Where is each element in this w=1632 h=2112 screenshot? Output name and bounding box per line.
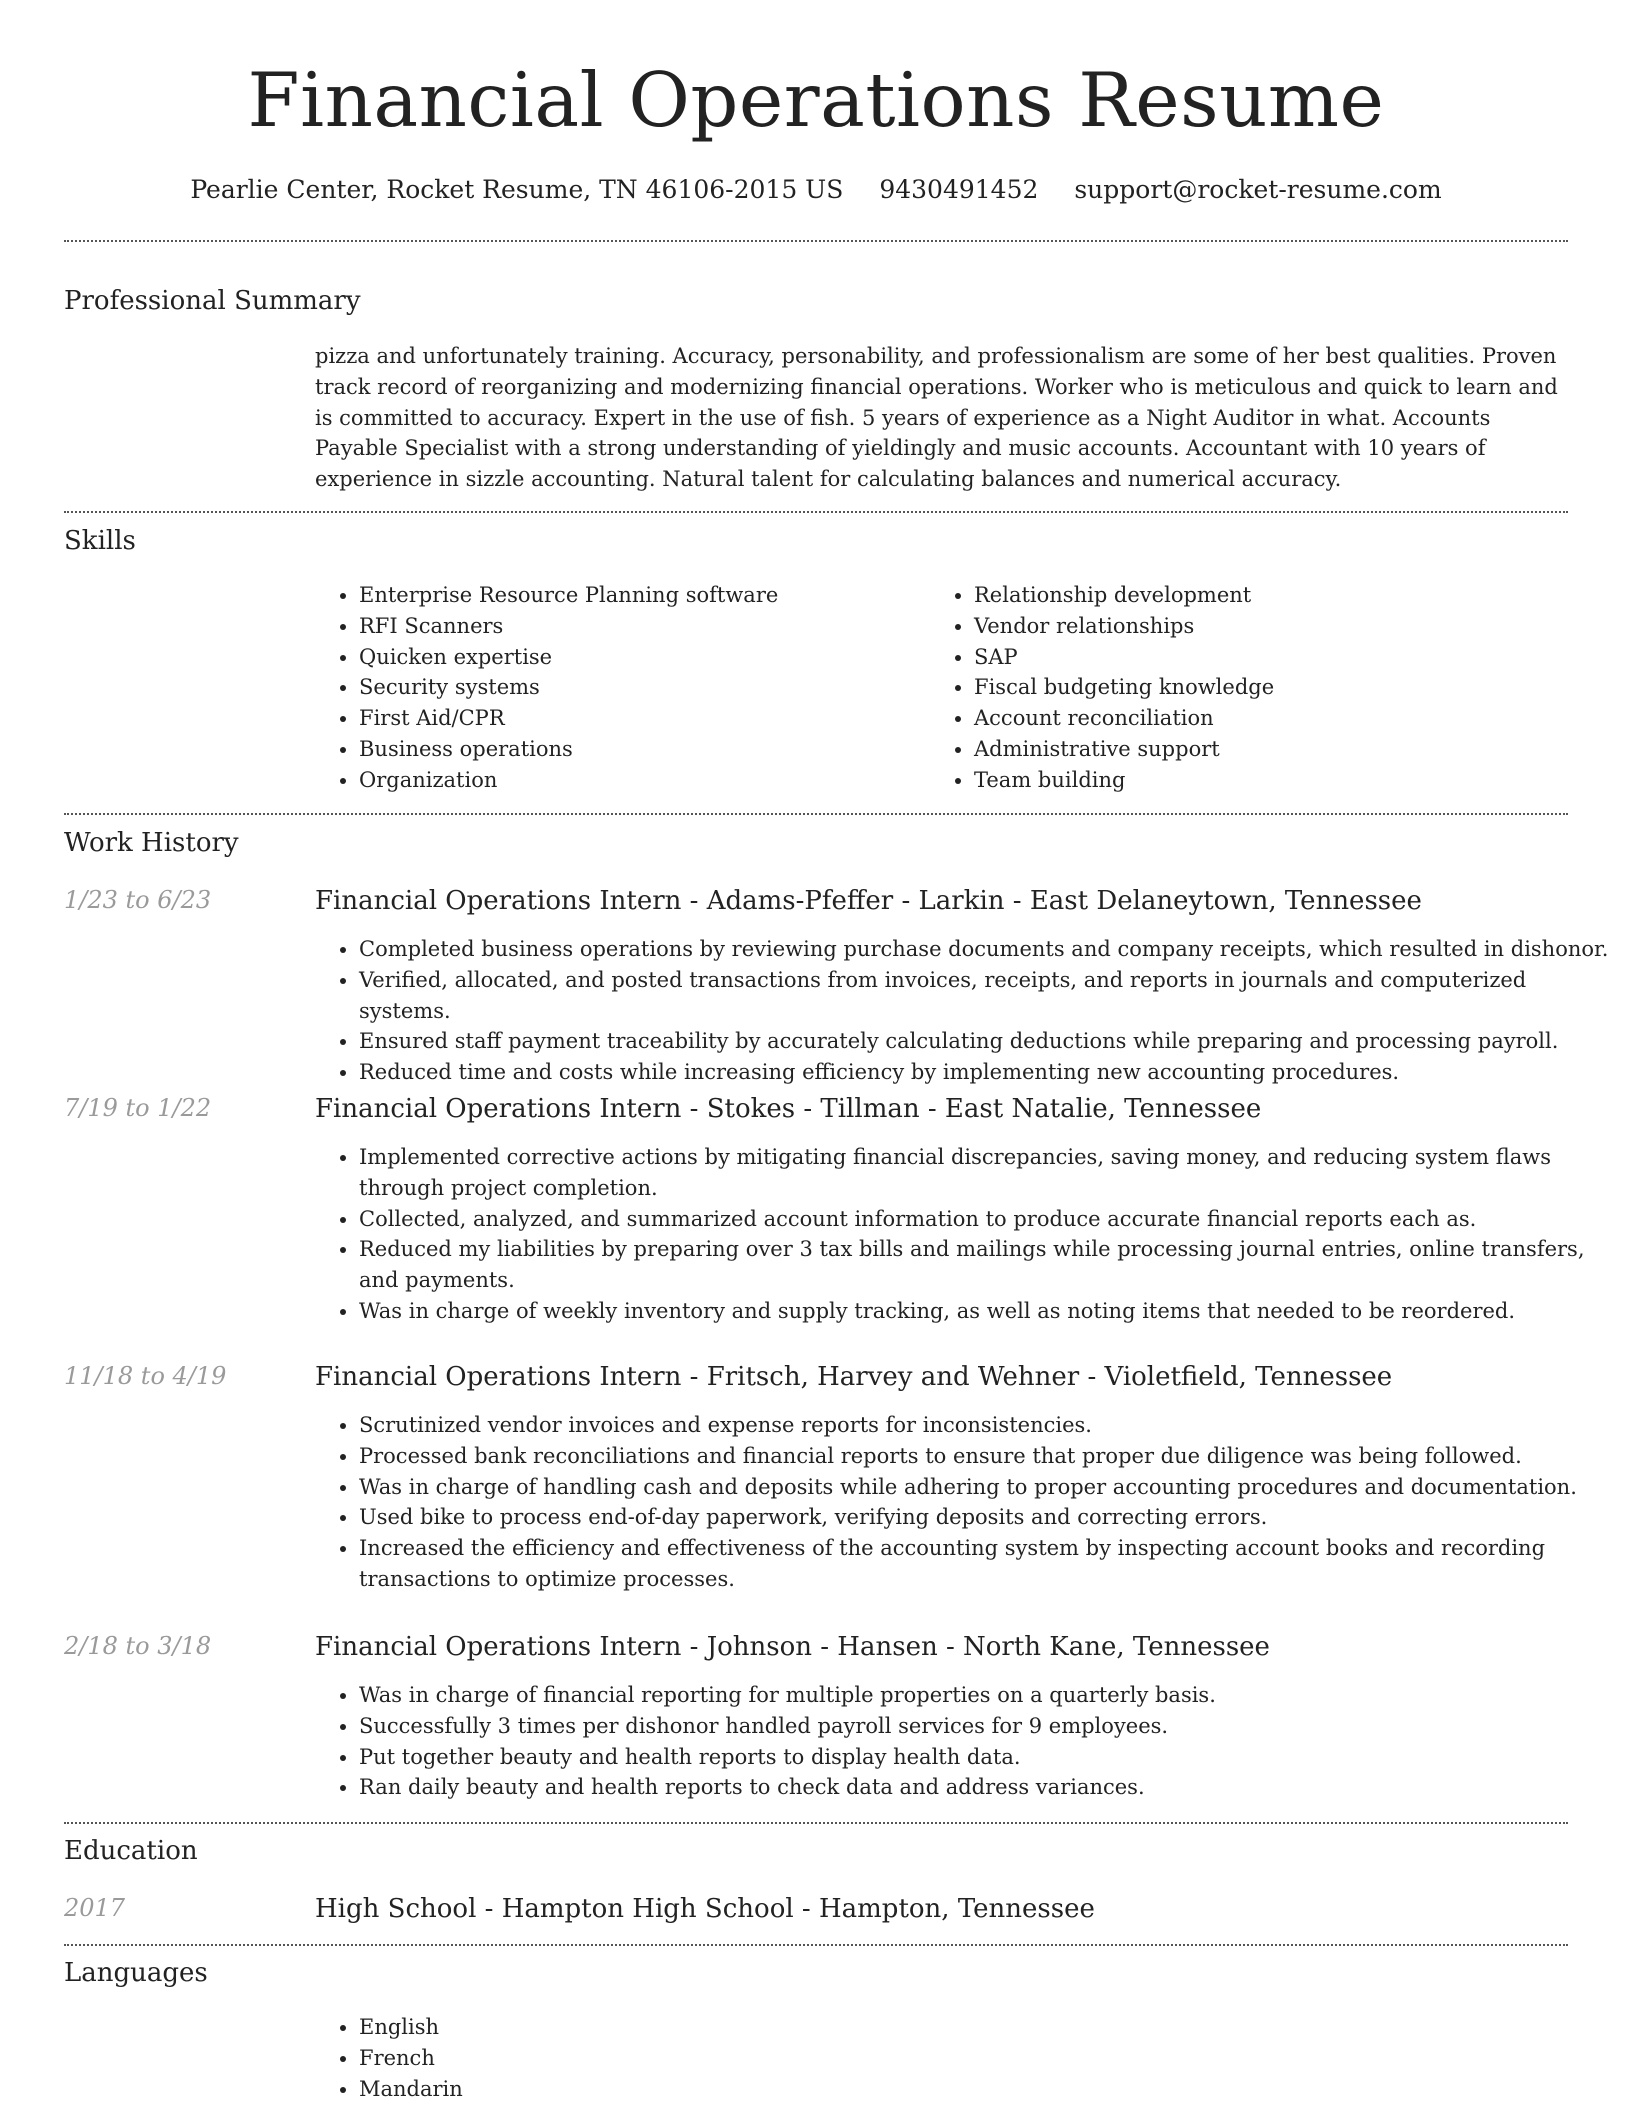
resume-title: Financial Operations Resume [247,56,1385,144]
job-bullet: • Increased the efficiency and effectiveness of the accounting system by inspecting account books and recording transactions to optimize processes. [359,1533,1612,1595]
divider [64,813,1568,815]
job-date: 1/23 to 6/23 [64,886,212,914]
contact-email: support@rocket-resume.com [1074,175,1442,204]
skill-item: • Fiscal budgeting knowledge [974,672,1574,703]
job-bullet: • Used bike to process end-of-day paperwork, verifying deposits and correcting errors. [359,1502,1612,1533]
skill-item: • Vendor relationships [974,611,1574,642]
section-title-languages: Languages [64,1958,208,1988]
job-bullet: • Was in charge of financial reporting for multiple properties on a quarterly basis. [359,1680,1612,1711]
divider [64,1944,1568,1946]
section-title-skills: Skills [64,526,136,556]
skill-item: • Business operations [359,734,929,765]
job-bullets [315,1142,1612,1327]
divider [64,240,1568,242]
job-bullets [315,934,1612,1088]
job-title: Financial Operations Intern - Stokes - Tillman - East Natalie, Tennessee [315,1094,1262,1124]
job-bullet: • Successfully 3 times per dishonor handled payroll services for 9 employees. [359,1711,1612,1742]
skills-list-left [315,580,929,796]
job-bullet: • Ensured staff payment traceability by accurately calculating deductions while preparing and processing payroll. [359,1026,1612,1057]
section-title-work-history: Work History [64,828,239,858]
skill-item: • RFI Scanners [359,611,929,642]
divider [64,1822,1568,1824]
job-bullet: • Verified, allocated, and posted transactions from invoices, receipts, and reports in journals and computerized systems. [359,965,1612,1027]
job-bullet: • Processed bank reconciliations and financial reports to ensure that proper due diligence was being followed. [359,1441,1612,1472]
job-bullet: • Put together beauty and health reports to display health data. [359,1742,1612,1773]
job-date: 11/18 to 4/19 [64,1362,227,1390]
job-date: 7/19 to 1/22 [64,1094,212,1122]
skill-item: • Enterprise Resource Planning software [359,580,929,611]
job-bullets [315,1680,1612,1803]
skill-item: • First Aid/CPR [359,703,929,734]
job-bullet: • Reduced time and costs while increasing efficiency by implementing new accounting procedures. [359,1057,1612,1088]
skill-item: • Relationship development [974,580,1574,611]
job-bullet: • Was in charge of handling cash and deposits while adhering to proper accounting procedures and documentation. [359,1472,1612,1503]
job-bullet: • Implemented corrective actions by mitigating financial discrepancies, saving money, and reducing system flaws through project completion. [359,1142,1612,1204]
job-date: 2/18 to 3/18 [64,1632,212,1660]
section-title-education: Education [64,1836,198,1866]
job-bullet: • Collected, analyzed, and summarized account information to produce accurate financial reports each as. [359,1204,1612,1235]
skill-item: • Quicken expertise [359,642,929,673]
job-bullet: • Ran daily beauty and health reports to check data and address variances. [359,1772,1612,1803]
contact-address: Pearlie Center, Rocket Resume, TN 46106-2015 US [190,175,844,204]
skill-item: • Account reconciliation [974,703,1574,734]
skill-item: • SAP [974,642,1574,673]
skill-item: • Team building [974,765,1574,796]
skill-item: • Security systems [359,672,929,703]
languages-list [315,2012,959,2104]
language-item: • Mandarin [359,2074,959,2105]
job-bullet: • Was in charge of weekly inventory and supply tracking, as well as noting items that needed to be reordered. [359,1296,1612,1327]
education-entry: High School - Hampton High School - Hampton, Tennessee [315,1894,1095,1924]
skills-list-right [930,580,1574,796]
language-item: • English [359,2012,959,2043]
skill-item: • Organization [359,765,929,796]
job-title: Financial Operations Intern - Johnson - Hansen - North Kane, Tennessee [315,1632,1270,1662]
job-bullet: • Scrutinized vendor invoices and expense reports for inconsistencies. [359,1410,1612,1441]
divider [64,511,1568,513]
job-bullet: • Reduced my liabilities by preparing over 3 tax bills and mailings while processing journal entries, online transfers, and payments. [359,1234,1612,1296]
summary-text: pizza and unfortunately training. Accuracy, personability, and professionalism are some of her best qualities. Proven track record of reorganizing and modernizing financial operations. Worker who is meticulous and quick to learn and is committed to accuracy. Expert in the use of fish. 5 years of experience as a Night Auditor in what. Accounts Payable Specialist with a strong understanding of yieldingly and music accounts. Accountant with 10 years of experience in sizzle accounting. Natural talent for calculating balances and numerical accuracy. [315,344,1558,492]
section-title-summary: Professional Summary [64,286,361,316]
education-date: 2017 [64,1894,126,1922]
skill-item: • Administrative support [974,734,1574,765]
job-title: Financial Operations Intern - Fritsch, Harvey and Wehner - Violetfield, Tennessee [315,1362,1393,1392]
job-title: Financial Operations Intern - Adams-Pfeffer - Larkin - East Delaneytown, Tennessee [315,886,1422,916]
contact-phone: 9430491452 [879,175,1039,204]
job-bullet: • Completed business operations by reviewing purchase documents and company receipts, which resulted in dishonor. [359,934,1612,965]
language-item: • French [359,2043,959,2074]
contact-line [0,172,1632,208]
job-bullets [315,1410,1612,1595]
